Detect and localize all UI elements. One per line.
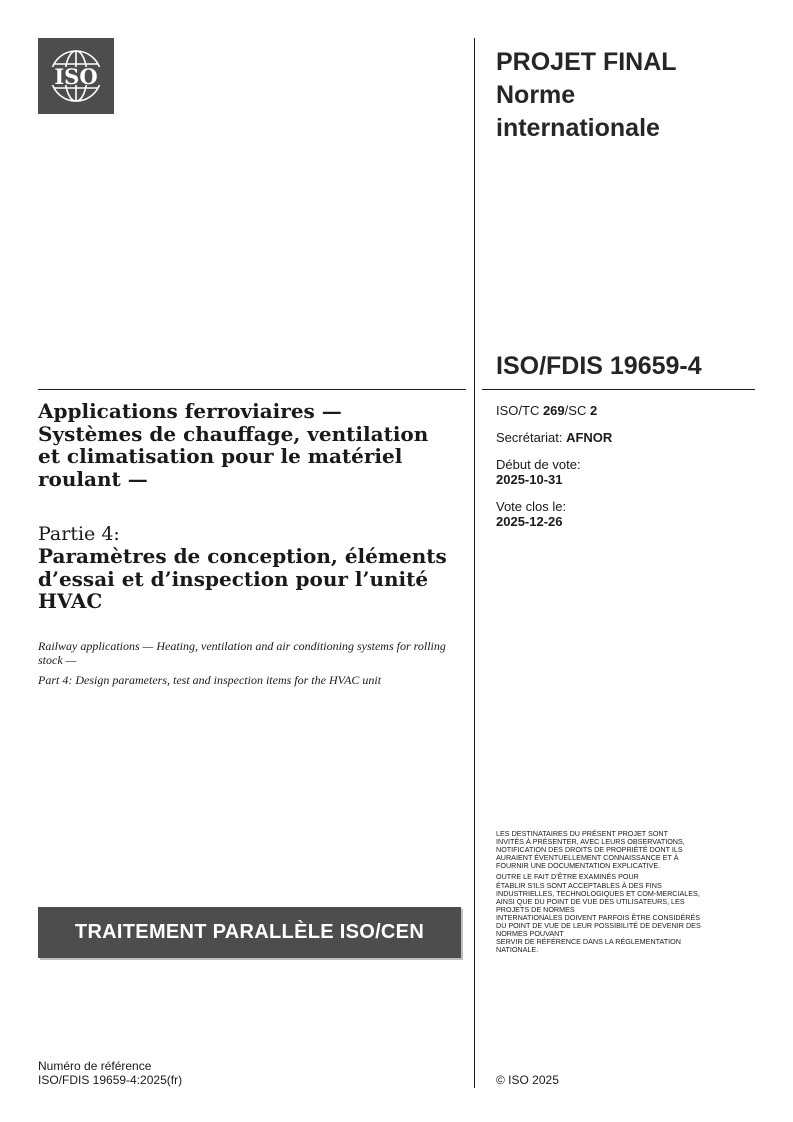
status-line-internationale: internationale — [496, 114, 660, 142]
disclaimer — [496, 830, 758, 957]
secretariat-label: Secrétariat: — [496, 430, 567, 445]
title-en — [38, 640, 458, 695]
reference-label: Numéro de référence — [38, 1059, 152, 1073]
iso-globe-icon — [38, 38, 114, 114]
iso-logo — [38, 38, 114, 114]
document-status-heading — [496, 46, 756, 145]
disclaimer-paragraph-1: LES DESTINATAIRES DU PRÉSENT PROJET SONT INVITÉS À PRÉSENTER, AVEC LEURS OBSERVATIONS, NOTIFICATION DES DROITS DE PROPRIÉTÉ DONT ILS AURAIENT ÉVENTUELLEMENT CONNAISSANCE ET À FOURNIR UNE DOCUMENTATION EXPLICATIVE. — [496, 829, 685, 871]
committee-row — [496, 403, 756, 418]
vertical-divider — [474, 38, 475, 1088]
vote-end-label: Vote clos le: — [496, 499, 567, 514]
status-line-projet-final: PROJET FINAL — [496, 48, 677, 76]
svg-text:ISO: ISO — [54, 64, 98, 89]
reference-value: ISO/FDIS 19659-4:2025(fr) — [38, 1072, 183, 1087]
horizontal-divider-right — [482, 389, 755, 390]
document-number: ISO/FDIS 19659-4 — [496, 352, 702, 380]
sc-number: 2 — [589, 403, 598, 418]
tc-number: 269 — [542, 403, 565, 418]
title-fr-main: Applications ferroviaires — Systèmes de chauffage, ventilation et climatisation pour le matériel roulant — — [38, 399, 429, 491]
secretariat-value: AFNOR — [566, 430, 613, 445]
copyright: © ISO 2025 — [496, 1073, 559, 1087]
parallel-processing-banner: TRAITEMENT PARALLÈLE ISO/CEN — [38, 907, 461, 958]
title-en-part: Part 4: Design parameters, test and inspection items for the HVAC unit — [38, 673, 382, 687]
vote-start-date: 2025-10-31 — [496, 472, 563, 487]
title-en-main: Railway applications — Heating, ventilation and air conditioning systems for rolling stock — — [38, 639, 446, 667]
title-fr-part-label: Partie 4: — [38, 523, 120, 545]
reference-number — [38, 1060, 182, 1087]
vote-start-row — [496, 457, 756, 487]
secretariat-row — [496, 430, 756, 445]
sc-prefix: /SC — [564, 403, 590, 418]
title-fr-part-title: Paramètres de conception, éléments d’essai et d’inspection pour l’unité HVAC — [38, 544, 447, 613]
tc-prefix: ISO/TC — [496, 403, 543, 418]
status-line-norme: Norme — [496, 81, 576, 109]
disclaimer-paragraph-2: OUTRE LE FAIT D’ÊTRE EXAMINÉS POUR ÉTABLIR S’ILS SONT ACCEPTABLES À DES FINS INDUSTRIELLES, TECHNOLOGIQUES ET COM-MERCIALES, AINSI QUE DU POINT DE VUE DES UTILISATEURS, LES PROJETS DE NORMES INTERNATIONALES DOIVENT PARFOIS ÊTRE CONSIDÉRÉS DU POINT DE VUE DE LEUR POSSIBILITÉ DE DEVENIR DES NORMES POUVANT SERVIR DE RÉFÉRENCE DANS LA RÉGLEMENTATION NATIONALE. — [496, 872, 701, 955]
vote-end-row — [496, 499, 756, 529]
vote-start-label: Début de vote: — [496, 457, 581, 472]
committee-info — [496, 403, 756, 541]
horizontal-divider-left — [38, 389, 466, 390]
vote-end-date: 2025-12-26 — [496, 514, 563, 529]
